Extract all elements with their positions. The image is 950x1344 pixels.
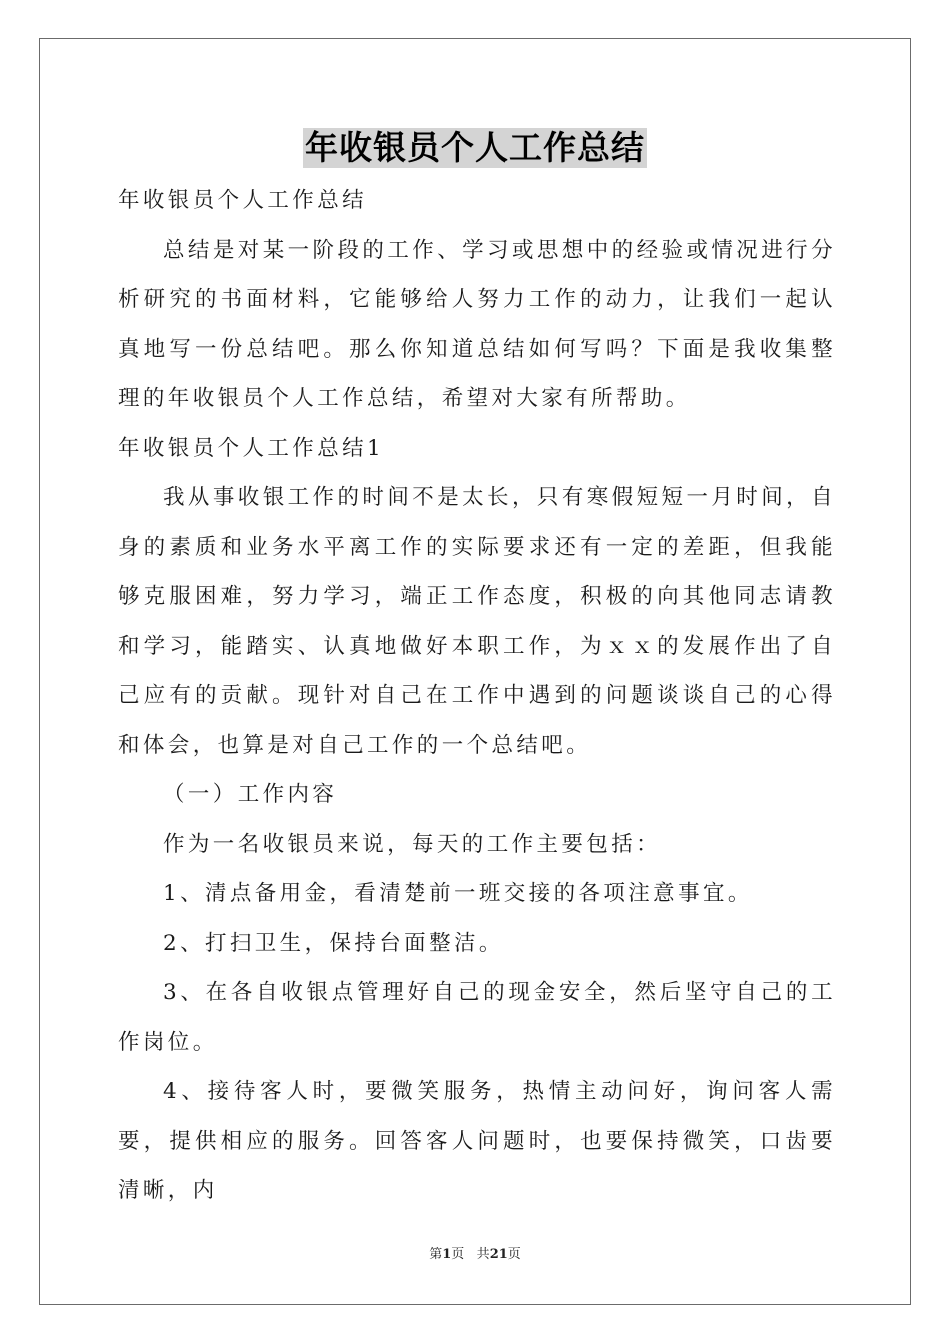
page-footer bbox=[0, 1246, 950, 1264]
body-paragraph: 3、在各自收银点管理好自己的现金安全，然后坚守自己的工作岗位。 bbox=[118, 980, 836, 1055]
body-paragraph: 总结是对某一阶段的工作、学习或思想中的经验或情况进行分析研究的书面材料，它能够给人努力工作的动力，让我们一起认真地写一份总结吧。那么你知道总结如何写吗？下面是我收集整理的年收银员个人工作总结，希望对大家有所帮助。 bbox=[118, 237, 836, 411]
footer-page-suffix: 页 bbox=[451, 1247, 465, 1262]
footer-total-prefix: 共 bbox=[476, 1247, 490, 1262]
footer-page-number: 1 bbox=[442, 1247, 452, 1262]
body-paragraph: 我从事收银工作的时间不是太长，只有寒假短短一月时间，自身的素质和业务水平离工作的实际要求还有一定的差距，但我能够克服困难，努力学习，端正工作态度，积极的向其他同志请教和学习，能踏实、认真地做好本职工作，为ｘｘ的发展作出了自己应有的贡献。现针对自己在工作中遇到的问题谈谈自己的心得和体会，也算是对自己工作的一个总结吧。 bbox=[118, 485, 836, 758]
document-body bbox=[118, 176, 836, 1216]
body-paragraph: （一）工作内容 bbox=[163, 782, 338, 807]
footer-total-pages: 21 bbox=[489, 1247, 508, 1262]
body-paragraph: 2、打扫卫生，保持台面整洁。 bbox=[163, 930, 504, 956]
body-paragraph: 年收银员个人工作总结 bbox=[118, 188, 368, 213]
body-paragraph: 1、清点备用金，看清楚前一班交接的各项注意事宜。 bbox=[163, 881, 753, 906]
document-title: 年收银员个人工作总结 bbox=[305, 128, 645, 167]
body-paragraph: 作为一名收银员来说，每天的工作主要包括： bbox=[163, 831, 662, 857]
footer-total-suffix: 页 bbox=[507, 1247, 521, 1262]
body-paragraph: 4、接待客人时，要微笑服务，热情主动问好，询问客人需要，提供相应的服务。回答客人问题时，也要保持微笑，口齿要清晰，内 bbox=[118, 1079, 836, 1203]
footer-prefix: 第 bbox=[429, 1247, 443, 1262]
body-paragraph: 年收银员个人工作总结1 bbox=[118, 435, 385, 461]
title-container bbox=[0, 128, 950, 168]
